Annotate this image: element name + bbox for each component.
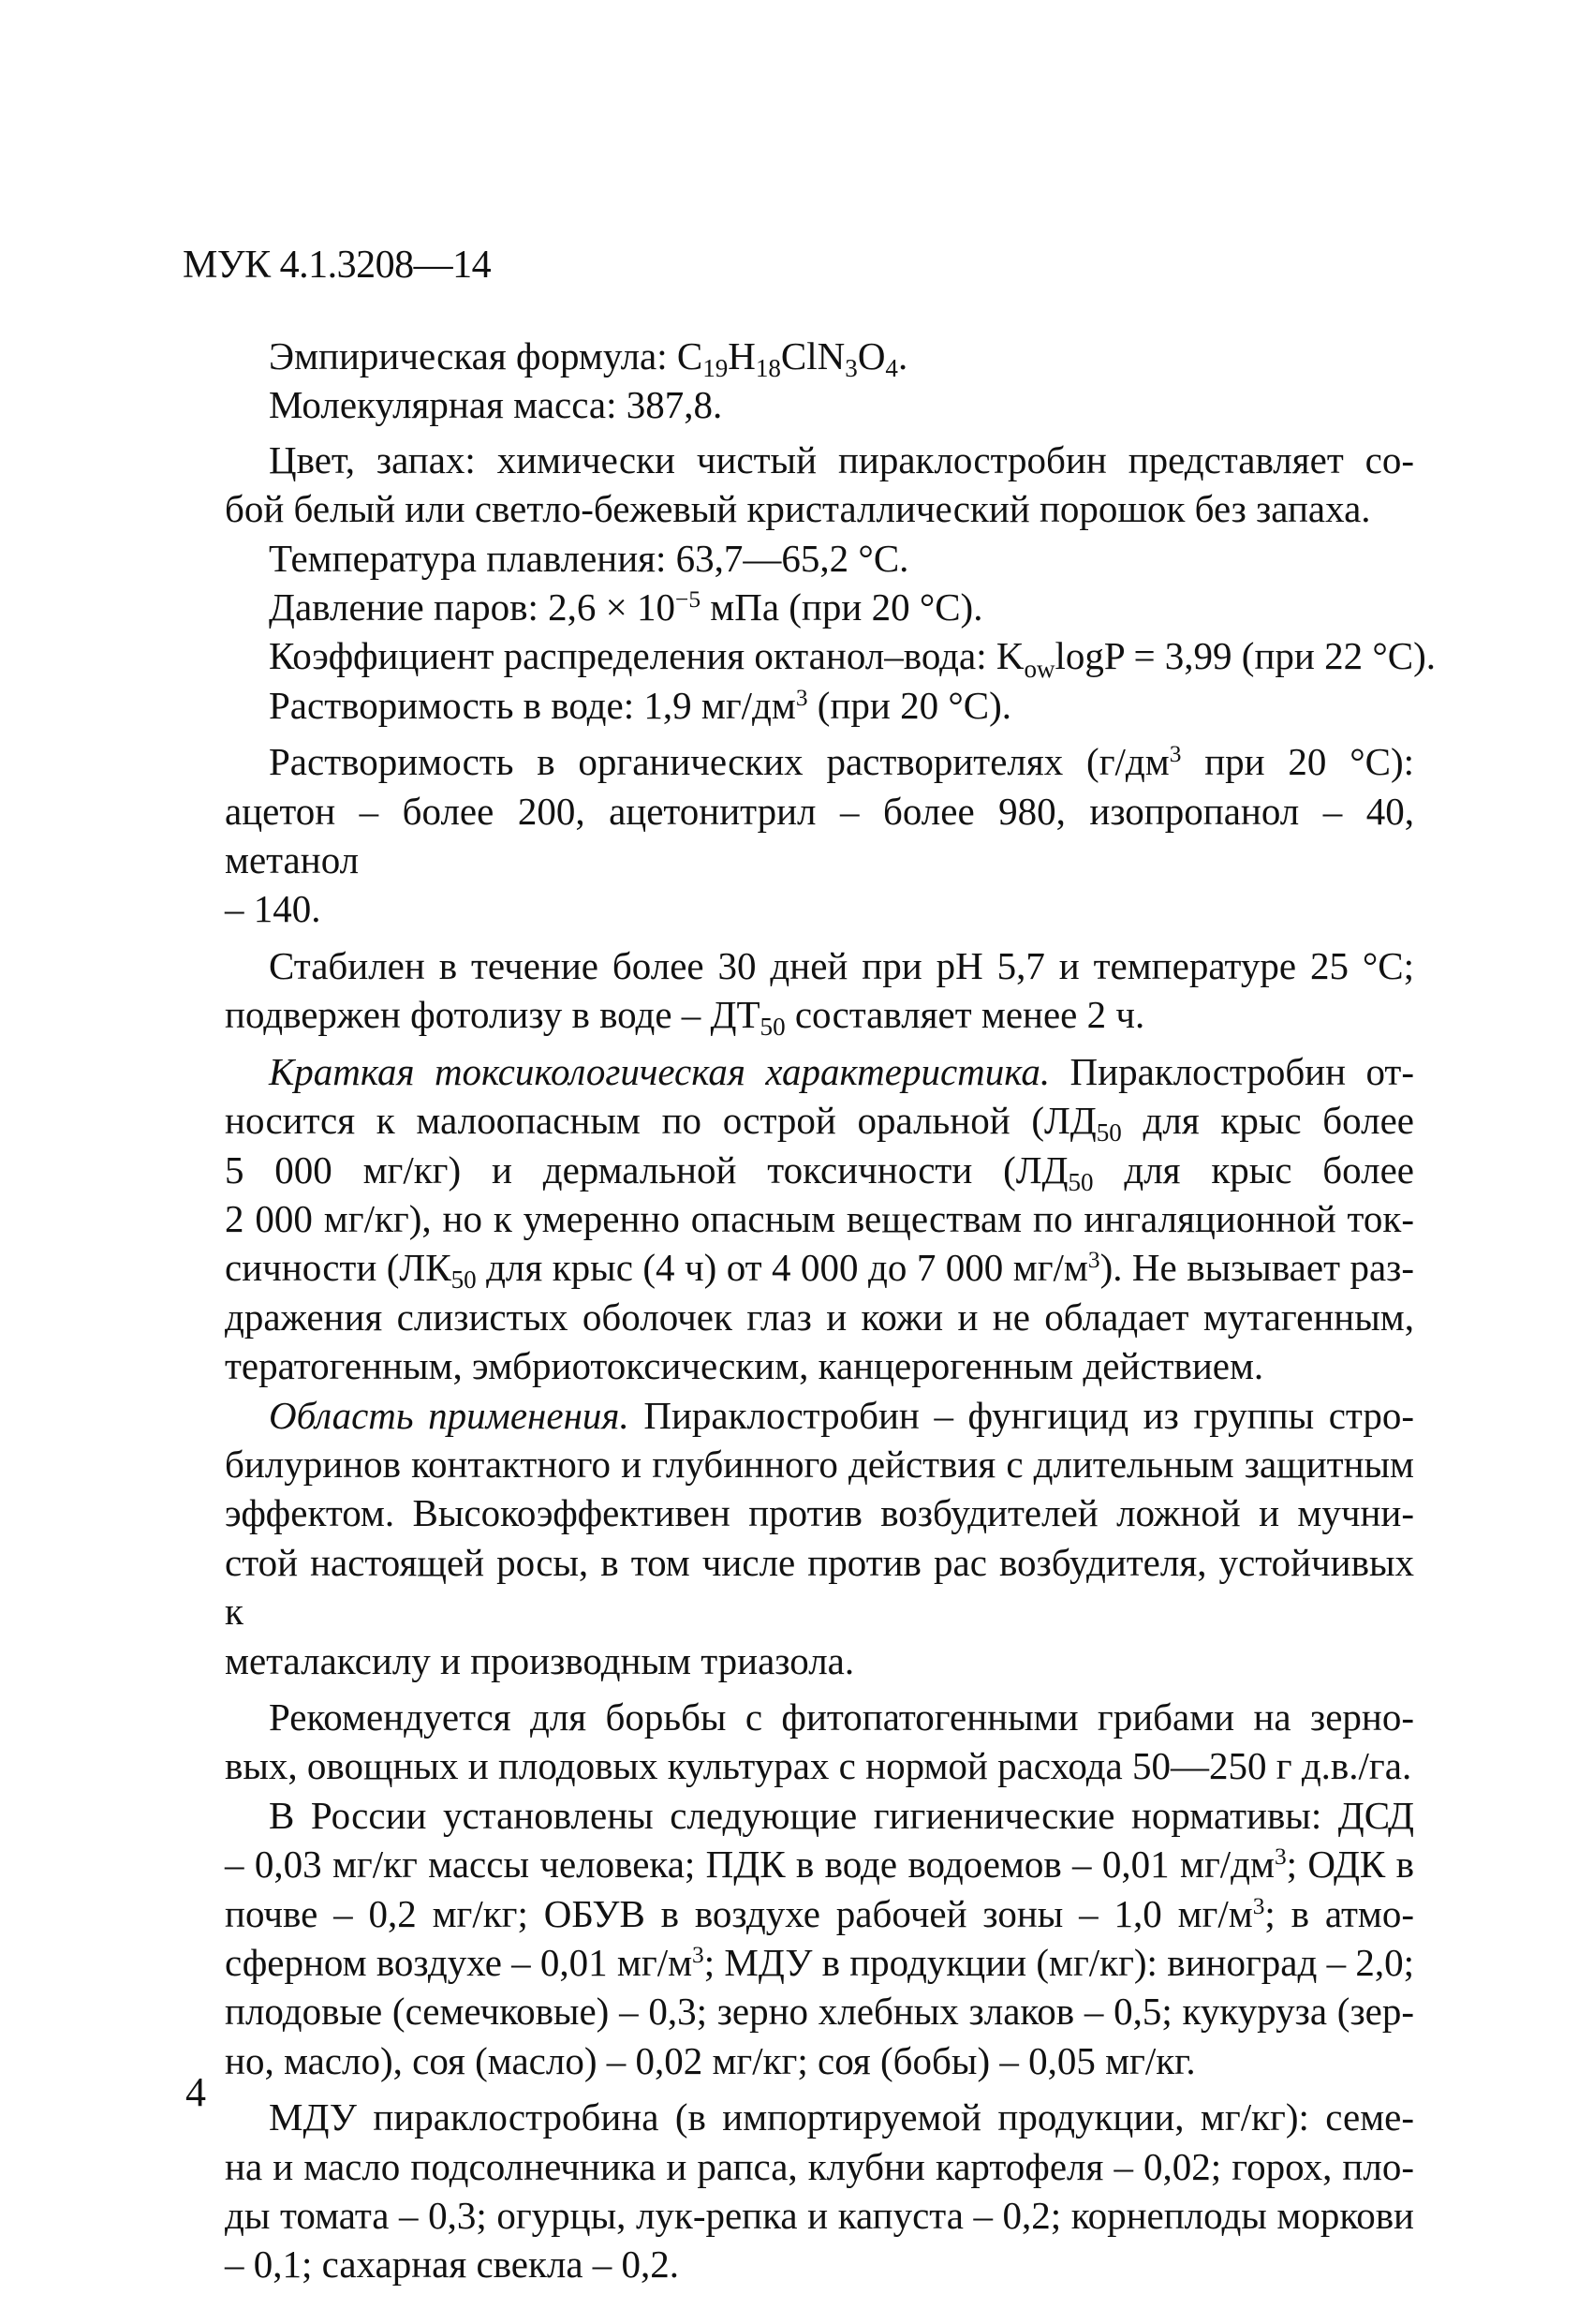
text-line: металаксилу и производным триазола. [225,1638,855,1682]
vapor-pressure: Давление паров: $2,6 \times 10^{-5}$ мПа (при 20 °С). [269,585,983,629]
stability-paragraph [225,941,1414,1040]
text-line: МДУ пираклостробина (в импортируемой продукции, мг/кг): семе- [269,2095,1414,2139]
text-line: сичности ($ЛК_{50}$ для крыс (4 ч) от 4 000 до 7 000 $мг/м^3$). Не вызывает раз- [225,1246,1414,1295]
text-line: на и масло подсолнечника и рапса, клубни картофеля – 0,02; горох, пло- [225,2144,1414,2188]
text-line: В России установлены следующие гигиенические нормативы: ДСД [269,1793,1414,1837]
toxicology-heading: Краткая токсикологическая характеристика. [269,1049,1051,1093]
text-line: Растворимость в органических растворителях ($г/дм^3$ при 20 °С): [269,740,1414,784]
recommendation-paragraph [225,1693,1414,1791]
text-line: носится к малоопасным по острой оральной ($ЛД_{50}$ для крыс более [225,1099,1414,1147]
mdu-import-paragraph [225,2093,1414,2289]
document-body [225,332,1436,2289]
text-line: бой белый или светло-бежевый кристаллический порошок без запаха. [225,487,1371,531]
organic-solubility-paragraph [225,737,1414,934]
text-line: – 140. [225,887,321,931]
page-number: 4 [185,2069,206,2115]
text-line: стой настоящей росы, в том числе против рас возбудителя, устойчивых к [225,1540,1414,1634]
text-line: тератогенным, эмбриотоксическим, канцерогенным действием. [225,1344,1264,1388]
text-line: Рекомендуется для борьбы с фитопатогенными грибами на зерно- [269,1695,1414,1739]
text-line: ды томата – 0,3; огурцы, лук-репка и капуста – 0,2; корнеплоды моркови [225,2194,1414,2238]
partition-coefficient: Коэффициент распределения октанол–вода: $K_{ow}\log P = 3,99$ (при 22 °С). [269,634,1436,683]
text-line: – 0,1; сахарная свекла – 0,2. [225,2243,680,2287]
text-line: 5 000 мг/кг) и дермальной токсичности ($ЛД_{50}$ для крыс более [225,1147,1414,1196]
application-paragraph [225,1391,1414,1685]
text-line: Стабилен в течение более 30 дней при рН 5,7 и температуре 25 °С; [269,943,1414,987]
application-heading: Область применения. [269,1393,629,1437]
text-line: Краткая токсикологическая характеристика. Пираклостробин от- [269,1049,1414,1093]
text-line: билуринов контактного и глубинного действия с длительным защитным [225,1442,1414,1486]
melting-point: Температура плавления: 63,7—65,2 °С. [269,536,909,580]
document-code-header: МУК 4.1.3208—14 [183,244,492,287]
text-line: плодовые (семечковые) – 0,3; зерно хлебных злаков – 0,5; кукуруза (зер- [225,1990,1414,2034]
text-line: подвержен фотолизу в воде – $ДТ_{50}$ составляет менее 2 ч. [225,993,1145,1042]
molecular-mass: Молекулярная масса: 387,8. [269,383,723,427]
text-line: эффектом. Высокоэффективен против возбудителей ложной и мучни- [225,1491,1414,1535]
text-line: вых, овощных и плодовых культурах с нормой расхода 50—250 г д.в./га. [225,1744,1412,1788]
text-line: – 0,03 мг/кг массы человека; ПДК в воде водоемов – 0,01 $мг/дм^3$; ОДК в [225,1843,1414,1887]
toxicology-paragraph [225,1047,1414,1391]
color-odor-paragraph [225,436,1414,534]
water-solubility: Растворимость в воде: 1,9 $мг/дм^3$ (при 20 °С). [269,683,1011,727]
text-line: сферном воздухе – 0,01 $мг/м^3$; МДУ в продукции (мг/кг): виноград – 2,0; [225,1941,1414,1984]
empirical-formula: Эмпирическая формула: $C_{19}H_{18}ClN_3O_4$. [269,334,908,383]
text-line: дражения слизистых оболочек глаз и кожи и не обладает мутагенным, [225,1295,1414,1339]
text-line: Область применения. Пираклостробин – фунгицид из группы стро- [269,1393,1414,1437]
hygienic-norms-paragraph [225,1791,1414,2085]
text-line: Цвет, запах: химически чистый пираклостробин представляет со- [269,437,1414,481]
text-line: но, масло), соя (масло) – 0,02 мг/кг; соя (бобы) – 0,05 мг/кг. [225,2038,1196,2082]
text-line: почве – 0,2 мг/кг; ОБУВ в воздухе рабочей зоны – 1,0 $мг/м^3$; в атмо- [225,1891,1414,1935]
text-line: 2 000 мг/кг), но к умеренно опасным веществам по ингаляционной ток- [225,1196,1414,1240]
text-line: ацетон – более 200, ацетонитрил – более 980, изопропанол – 40, метанол [225,789,1414,882]
